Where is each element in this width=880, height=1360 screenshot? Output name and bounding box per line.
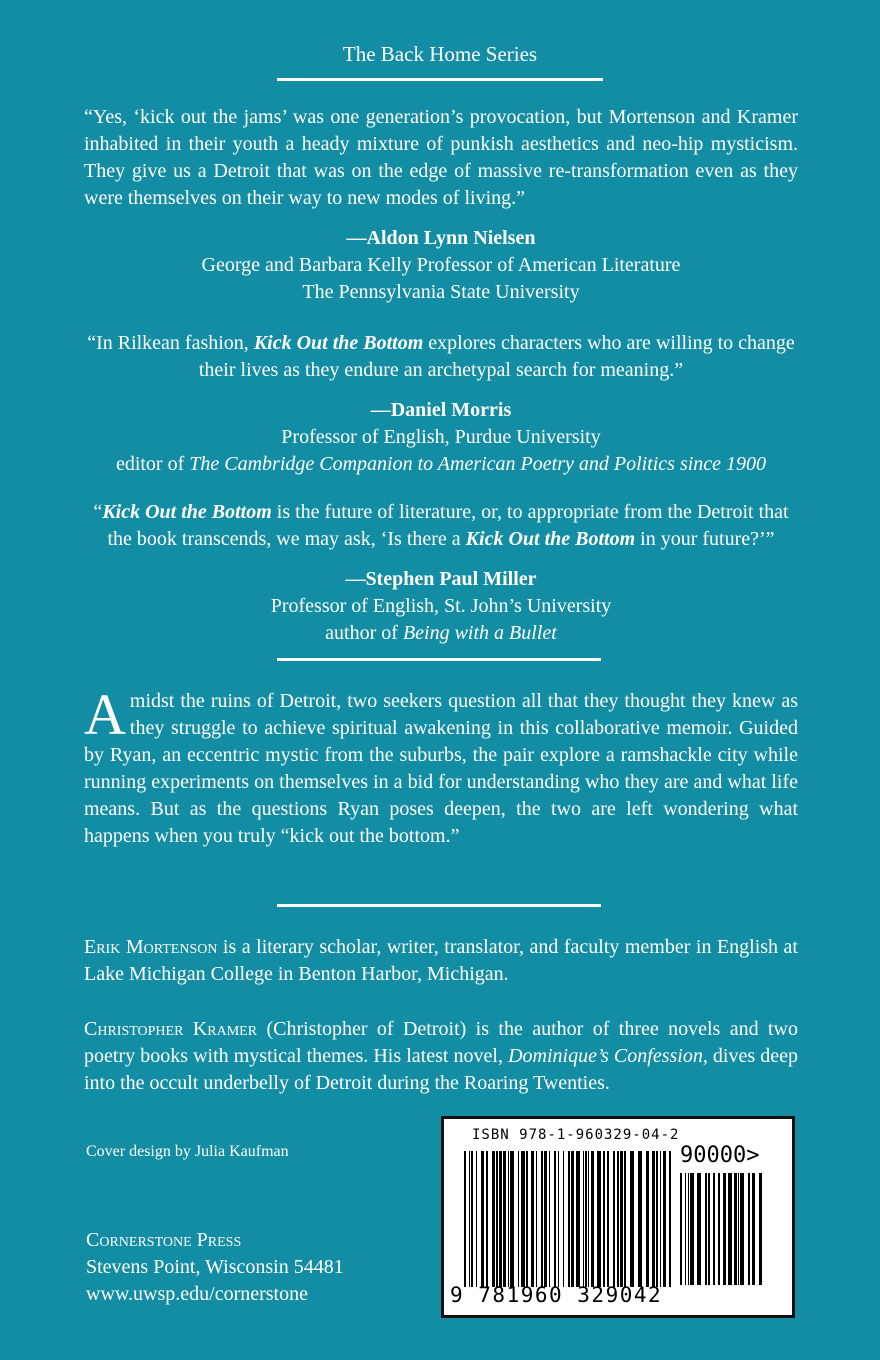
barcode-bar [541,1151,543,1287]
barcode-bar [554,1151,556,1287]
isbn-barcode-box [441,1116,795,1318]
quote-3-end: in your future?’” [635,528,775,550]
blurb-text: midst the ruins of Detroit, two seekers question all that they thought they knew as they struggle to achieve spiritual awakening in this collaborative memoir. Guided by Ryan, an eccentric mystic from the suburbs, the pair explore a ramshackle city while running experiments on themselves in a bid for understanding who they are and what life means. But as the questions Ryan poses deepen, the two are left wondering what happens when you truly “kick out the bottom.” [84,690,798,847]
barcode-bar [728,1173,732,1285]
barcode-bar [723,1173,726,1285]
endorser-credit-2 [84,451,798,478]
barcode-bar [752,1173,755,1285]
barcode-bar [734,1173,737,1285]
barcode-bar [476,1151,477,1287]
publisher-url: www.uwsp.edu/cornerstone [86,1283,308,1305]
author-name-1: Erik Mortenson [84,936,218,958]
publisher-block [86,1227,344,1308]
barcode-bar [663,1151,666,1287]
endorsement-quote-2 [84,330,798,384]
barcode-bar [503,1151,506,1287]
quote-3-mid: is the future of literature, or, to appropriate from the Detroit that the book transcends, we may ask, ‘Is there a [107,501,789,550]
barcode-bar [583,1151,584,1287]
barcode-bar [617,1151,619,1287]
barcode-bar [549,1151,550,1287]
barcode-bar [748,1173,750,1285]
barcode-bar [697,1173,701,1285]
barcode-bar [603,1151,605,1287]
barcode-bar [652,1151,655,1287]
barcode-bar [571,1151,574,1287]
barcode-bar [469,1151,470,1287]
quote-2-book-title: Kick Out the Bottom [253,332,424,354]
author-name-2: Christopher Kramer [84,1018,258,1040]
barcode-bar [713,1173,715,1285]
barcode-bar [481,1151,484,1287]
endorsement-attribution-3 [84,566,798,647]
barcode-bar [669,1151,671,1287]
quote-2-post: explores characters who are willing to change their lives as they endure an archetypal search for meaning.” [198,332,795,381]
author-bio-2-novel-title: Dominique’s Confession [508,1045,703,1067]
barcode-bar [499,1151,502,1287]
author-bio-2-post: , dives deep into the occult underbelly of Detroit during the Roaring Twenties. [84,1045,798,1094]
barcode-bar [576,1151,580,1287]
author-bio-1 [84,934,798,988]
endorser-name-1: —Aldon Lynn Nielsen [346,227,536,249]
barcode-bar [613,1151,615,1287]
endorser-title-2: Professor of English, Purdue University [281,426,601,448]
barcode-bar [656,1151,658,1287]
barcode-bar [646,1151,649,1287]
endorser-name-3: —Stephen Paul Miller [345,568,537,590]
barcode-bar [759,1173,762,1285]
barcode-main-bars [464,1151,674,1287]
barcode-bar [568,1151,570,1287]
endorser-credit-3-pre: author of [325,622,403,644]
cover-credit: Cover design by Julia Kaufman [86,1143,289,1160]
author-bio-1-text: is a literary scholar, writer, translator, and faculty member in English at Lake Michigan College in Benton Harbor, Michigan. [84,936,798,985]
barcode-bar [705,1173,707,1285]
endorsement-attribution-1 [84,225,798,306]
barcode-bar [531,1151,534,1287]
endorser-name-2: —Daniel Morris [370,399,512,421]
barcode-bar [597,1151,601,1287]
price-code: 90000> [680,1143,760,1168]
isbn-label: ISBN 978-1-960329-04-2 [472,1127,680,1143]
barcode-bar [518,1151,519,1287]
endorsement-quote-1: “Yes, ‘kick out the jams’ was one generation’s provocation, but Mortenson and Kramer inhabited in their youth a heady mixture of punkish aesthetics and neo-hip mysticism. They give us a Detroit that was on the edge of massive re-transformation even as they were themselves on their way to new modes of living.” [84,106,798,209]
barcode-bar [740,1173,744,1285]
barcode-bar [718,1173,720,1285]
book-blurb [84,682,798,850]
author-bio-2-pre: (Christopher of Detroit) is the author of three novels and two poetry books with mystical themes. His latest novel, [84,1018,799,1067]
barcode-bar [660,1151,661,1287]
endorser-title-3: Professor of English, St. John’s University [270,595,612,617]
barcode-bar [486,1151,488,1287]
barcode-bar [588,1151,589,1287]
blurb-dropcap: A [84,682,126,747]
barcode-bar [591,1151,594,1287]
barcode-bar [680,1173,682,1285]
divider-middle [277,658,601,661]
quote-3-book-title-2: Kick Out the Bottom [465,528,636,550]
divider-bottom [277,904,601,907]
barcode-bar [738,1173,739,1285]
barcode-bar [630,1151,634,1287]
barcode-bar [690,1173,694,1285]
barcode-bar [585,1151,587,1287]
barcode-bar [496,1151,498,1287]
endorser-affiliation-1: The Pennsylvania State University [302,281,580,303]
barcode-bar [620,1151,623,1287]
barcode-digits: 9 781960 329042 [450,1283,663,1307]
barcode-bar [558,1151,559,1287]
publisher-name: Cornerstone Press [86,1229,242,1251]
barcode-bar [492,1151,495,1287]
barcode-addon-bars [680,1173,764,1285]
barcode-bar [685,1173,686,1285]
barcode-bar [624,1151,626,1287]
endorser-title-1: George and Barbara Kelly Professor of American Literature [201,254,681,276]
barcode-bar [508,1151,509,1287]
barcode-bar [638,1151,642,1287]
publisher-location: Stevens Point, Wisconsin 54481 [86,1256,344,1278]
endorser-credit-2-title: The Cambridge Companion to American Poetry and Politics since 1900 [189,453,767,475]
endorser-credit-3 [84,620,798,647]
barcode-bar [510,1151,514,1287]
endorsement-quote-3 [84,499,798,553]
quote-2-pre: “In Rilkean fashion, [87,332,254,354]
barcode-bar [526,1151,528,1287]
endorser-credit-3-title: Being with a Bullet [402,622,557,644]
author-bio-2 [84,1016,798,1097]
series-title: The Back Home Series [342,42,538,66]
barcode-bar [464,1151,466,1287]
barcode-bar [544,1151,547,1287]
quote-3-open: “ [93,501,103,523]
barcode-bar [688,1173,689,1285]
barcode-bar [607,1151,609,1287]
divider-top [277,78,603,81]
barcode-bar [563,1151,564,1287]
endorsement-attribution-2 [84,397,798,478]
barcode-bar [536,1151,537,1287]
endorser-credit-2-pre: editor of [115,453,190,475]
barcode-bar [471,1151,473,1287]
quote-3-book-title: Kick Out the Bottom [102,501,272,523]
barcode-bar [708,1173,710,1285]
barcode-bar [521,1151,525,1287]
